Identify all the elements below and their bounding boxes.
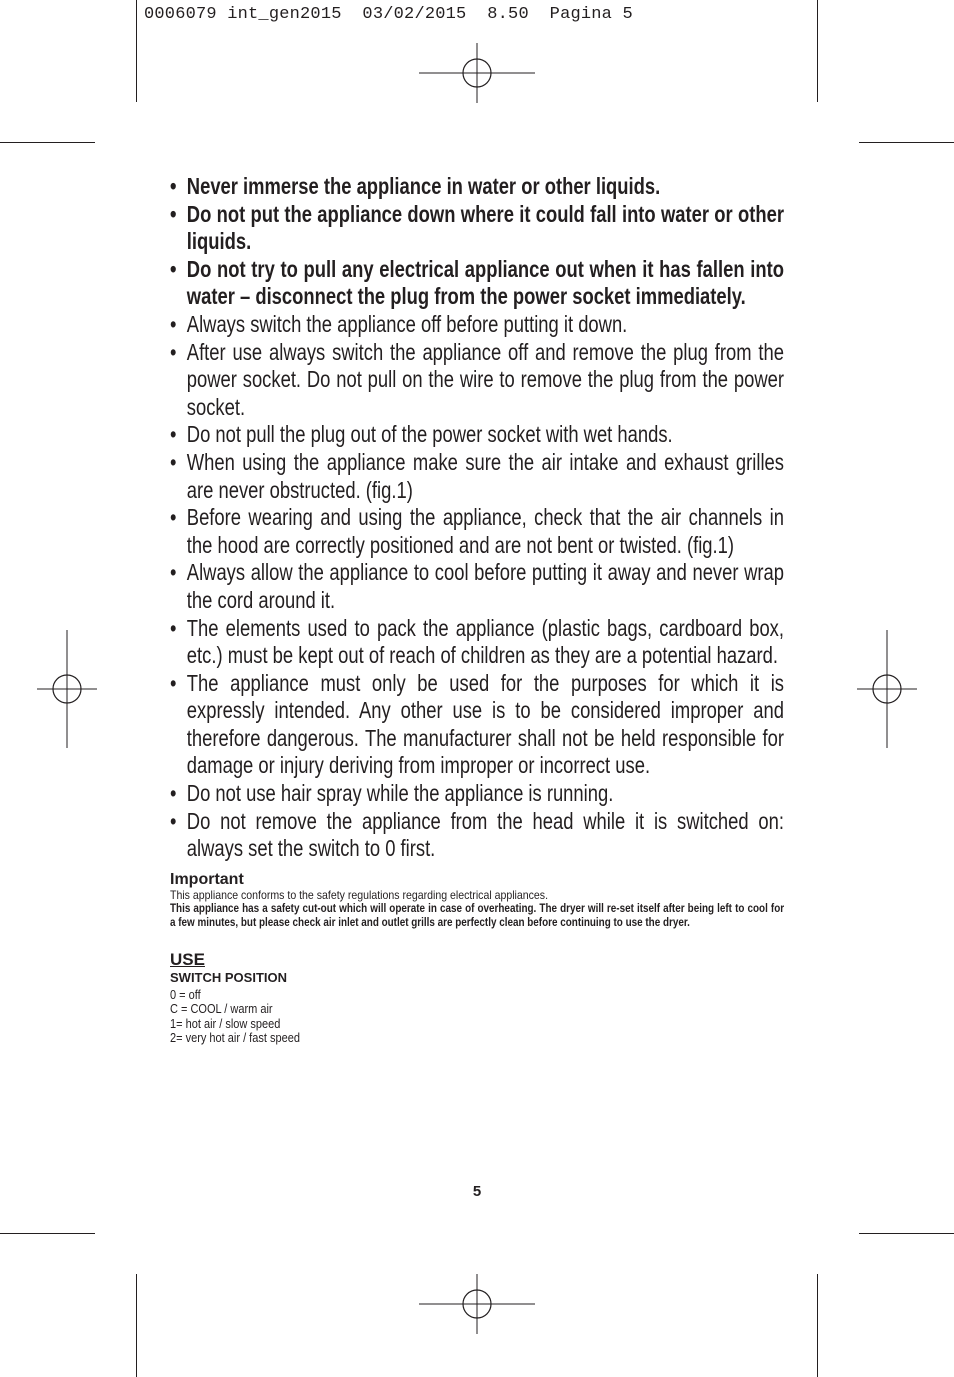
bullet-icon: • [170,669,177,696]
important-cutout-text: This appliance has a safety cut-out which will operate in case of overheating. The dryer will re-set itself after being left to cool for a few minutes, but please check air inlet and outlet grills are perfectly clean before continuing to use the dryer. [170,902,785,929]
crop-mark-top-right-vertical [817,0,818,102]
switch-position-0: 0 = off [170,987,201,1002]
warning-text: Do not pull the plug out of the power socket with wet hands. [186,421,673,448]
crop-mark-bottom-left-horizontal [0,1233,95,1234]
warning-text: The elements used to pack the appliance (plastic bags, cardboard box, etc.) must be kept out of reach of children as they are a potential hazard. [186,614,785,669]
switch-position-1: 1= hot air / slow speed [170,1016,281,1031]
bullet-icon: • [170,173,177,199]
bullet-icon: • [170,807,177,834]
warning-text: Always allow the appliance to cool before putting it away and never wrap the cord around it. [186,559,785,613]
warning-item [170,311,784,339]
warning-item [170,339,784,422]
safety-warnings-list [170,173,784,863]
page-number: 5 [472,1183,482,1200]
switch-position-heading: SWITCH POSITION [170,969,287,985]
warning-text: Never immerse the appliance in water or other liquids. [186,173,661,199]
bullet-icon: • [170,421,177,448]
bullet-icon: • [170,780,177,807]
warning-text: Before wearing and using the appliance, check that the air channels in the hood are correctly positioned and are not bent or twisted. (fig.1) [186,504,785,558]
crop-mark-top-left-vertical [136,0,137,102]
print-slug: 0006079 int_gen2015 03/02/2015 8.50 Pagina 5 [144,5,633,24]
bullet-icon: • [170,448,177,475]
bullet-icon: • [170,559,177,586]
bullet-icon: • [170,200,177,227]
important-heading: Important [170,870,244,888]
switch-position-c: C = COOL / warm air [170,1002,273,1017]
use-section [170,950,784,1046]
warning-item [170,449,784,504]
warning-text: Always switch the appliance off before putting it down. [186,310,628,337]
warning-item [170,201,784,256]
crop-mark-bottom-right-vertical [817,1274,818,1377]
crop-mark-top-right-horizontal [859,142,954,143]
switch-position-2: 2= very hot air / fast speed [170,1031,300,1046]
warning-item [170,670,784,780]
warning-text: Do not put the appliance down where it could fall into water or other liquids. [186,200,785,255]
registration-mark-right-icon [857,630,917,748]
warning-item [170,256,784,311]
crop-mark-bottom-left-vertical [136,1274,137,1377]
crop-mark-top-left-horizontal [0,142,95,143]
registration-mark-top-icon [417,43,537,103]
registration-mark-bottom-icon [417,1274,537,1334]
warning-text: The appliance must only be used for the purposes for which it is expressly intended. Any other use is to be considered improper and therefore dangerous. The manufacturer shall not be held responsible for damage or injury deriving from improper or incorrect use. [186,669,785,779]
bullet-icon: • [170,504,177,531]
warning-item [170,615,784,670]
warning-text: Do not try to pull any electrical appliance out when it has fallen into water – disconnect the plug from the power socket immediately. [186,255,785,310]
warning-text: After use always switch the appliance off and remove the plug from the power socket. Do not pull on the wire to remove the plug from the power socket. [186,338,785,420]
registration-mark-left-icon [37,630,97,748]
page-content [170,173,784,1046]
warning-item [170,808,784,863]
warning-text: Do not remove the appliance from the head while it is switched on: always set the switch to 0 first. [186,807,785,862]
bullet-icon: • [170,614,177,641]
use-heading: USE [170,949,205,969]
bullet-icon: • [170,255,177,282]
warning-text: Do not use hair spray while the appliance is running. [186,780,614,807]
warning-item [170,559,784,614]
warning-item [170,421,784,449]
warning-item [170,173,784,201]
important-section [170,871,784,930]
warning-text: When using the appliance make sure the air intake and exhaust grilles are never obstructed. (fig.1) [186,448,785,503]
bullet-icon: • [170,338,177,365]
bullet-icon: • [170,310,177,337]
important-conformity-text: This appliance conforms to the safety regulations regarding electrical appliances. [170,887,549,902]
warning-item [170,504,784,559]
warning-item [170,780,784,808]
crop-mark-bottom-right-horizontal [859,1233,954,1234]
